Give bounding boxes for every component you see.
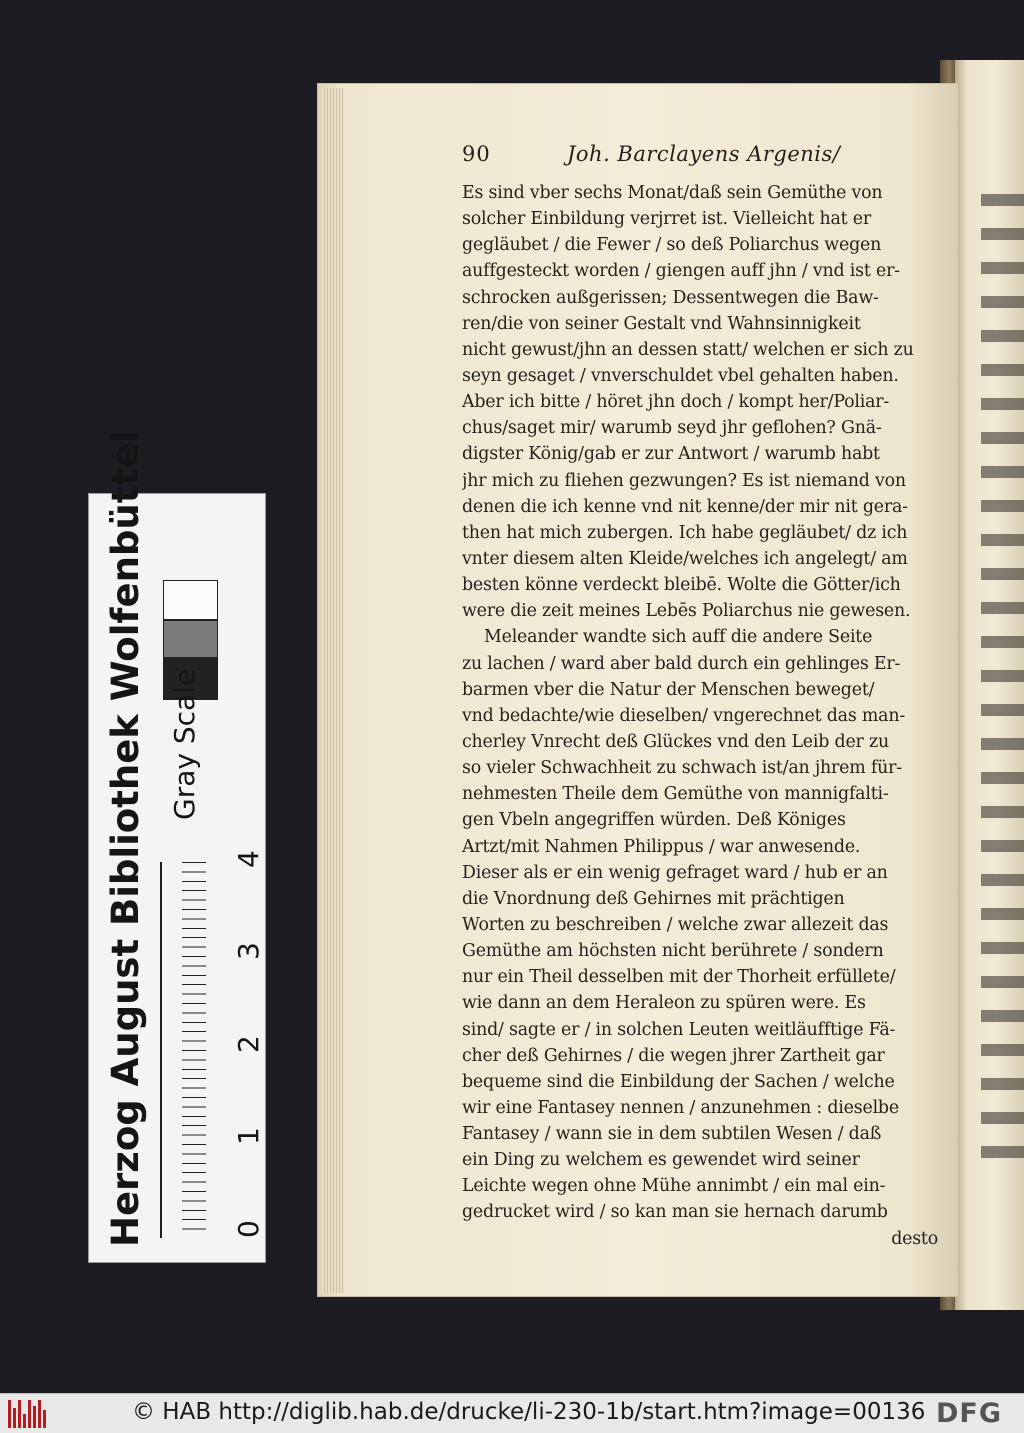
text-line: gegläubet / die Fewer / so deß Poliarchus wegen xyxy=(462,235,882,256)
text-line: Leichte wegen ohne Mühe annimbt / ein mal ein- xyxy=(462,1176,886,1197)
page-number: 90 xyxy=(462,142,491,166)
cm-label-1: 1 xyxy=(232,1127,265,1145)
cm-label-0: 0 xyxy=(232,1220,265,1238)
text-line: cherley Vnrecht deß Glückes vnd den Leib der zu xyxy=(462,731,889,752)
text-line: nicht gewust/jhn an dessen statt/ welchen er sich zu xyxy=(462,339,914,360)
text-line: schrocken außgerissen; Dessentwegen die Baw- xyxy=(462,287,879,308)
dfg-logo[interactable]: DFG xyxy=(936,1398,1003,1429)
text-line: gen Vbeln angegriffen würden. Deß Königes xyxy=(462,810,846,831)
text-line: ein Ding zu welchem es gewendet wird seiner xyxy=(462,1150,860,1171)
running-head-title: Joh. Barclayens Argenis/ xyxy=(567,142,841,166)
text-line: Dieser als er ein wenig gefraget ward / hub er an xyxy=(462,862,888,883)
gray-scale-label: Gray Scale xyxy=(168,668,201,820)
cm-label-4: 4 xyxy=(232,850,265,868)
text-line: so vieler Schwachheit zu schwach ist/an jhrem für- xyxy=(462,758,902,779)
text-line: denen die ich kenne vnd nit kenne/der mir nit gera- xyxy=(462,496,908,517)
text-line: barmen vber die Natur der Menschen beweget/ xyxy=(462,679,875,700)
text-line: bequeme sind die Einbildung der Sachen / welche xyxy=(462,1071,895,1092)
text-line: Gemüthe am höchsten nicht berührete / sondern xyxy=(462,941,884,962)
text-line: auffgesteckt worden / giengen auff jhn / vnd ist er- xyxy=(462,261,900,282)
text-line: Meleander wandte sich auff die andere Seite xyxy=(484,627,873,648)
text-line: gedrucket wird / so kan man sie hernach darumb xyxy=(462,1202,888,1223)
copyright-permalink[interactable]: © HAB http://diglib.hab.de/drucke/li-230-1b/start.htm?image=00136 xyxy=(132,1399,926,1425)
library-name-label: Herzog August Bibliothek Wolfenbüttel xyxy=(104,430,147,1247)
text-line: digster König/gab er zur Antwort / warumb habt xyxy=(462,444,880,465)
next-page-sliver xyxy=(955,60,1024,1310)
cm-label-2: 2 xyxy=(232,1035,265,1053)
text-line: chus/saget mir/ warumb seyd jhr geflohen? Gnä- xyxy=(462,418,882,439)
page-fore-edge xyxy=(322,88,344,1293)
text-line: then hat mich zubergen. Ich habe gegläubet/ dz ich xyxy=(462,522,908,543)
text-line: wir eine Fantasey nennen / anzunehmen : dieselbe xyxy=(462,1097,899,1118)
text-line: sind/ sagte er / in solchen Leuten weitläufftige Fä- xyxy=(462,1019,896,1040)
running-head xyxy=(462,140,942,176)
text-line: vnd bedachte/wie dieselben/ vngerechnet das man- xyxy=(462,705,906,726)
text-line: solcher Einbildung verjrret ist. Vielleicht hat er xyxy=(462,209,871,230)
text-line: zu lachen / ward aber bald durch ein gehlinges Er- xyxy=(462,653,901,674)
cm-label-3: 3 xyxy=(232,942,265,960)
text-line: Aber ich bitte / höret jhn doch / kompt her/Poliar- xyxy=(462,392,890,413)
text-line: wie dann an dem Heraleon zu spüren were. Es xyxy=(462,993,866,1014)
text-line: nehmesten Theile dem Gemüthe von mannigfalti- xyxy=(462,784,889,805)
text-line: ren/die von seiner Gestalt vnd Wahnsinnigkeit xyxy=(462,313,861,334)
text-line: besten könne verdeckt bleibē. Wolte die Götter/ich xyxy=(462,575,901,596)
text-line: jhr mich zu fliehen gezwungen? Es ist niemand von xyxy=(462,470,906,491)
text-line: die Vnordnung deß Gehirnes mit prächtigen xyxy=(462,888,845,909)
gray-patch-white xyxy=(163,580,218,620)
hab-logo-icon[interactable] xyxy=(8,1400,46,1428)
text-line: Fantasey / wann sie in dem subtilen Wesen / daß xyxy=(462,1124,882,1145)
text-line: vnter diesem alten Kleide/welches ich angelegt/ am xyxy=(462,548,908,569)
text-line: were die zeit meines Lebēs Poliarchus nie gewesen. xyxy=(462,601,911,622)
text-line: Artzt/mit Nahmen Philippus / war anwesende. xyxy=(462,836,861,857)
text-line: seyn gesaget / vnverschuldet vbel gehalten haben. xyxy=(462,365,899,386)
viewer-footer xyxy=(0,1393,1024,1433)
text-line: Worten zu beschreiben / welche zwar allezeit das xyxy=(462,914,889,935)
text-line: cher deß Gehirnes / die wegen jhrer Zartheit gar xyxy=(462,1045,885,1066)
text-line: nur ein Theil desselben mit der Thorheit erfüllete/ xyxy=(462,967,896,988)
page-body-text xyxy=(462,180,938,1252)
catchword: desto xyxy=(891,1228,938,1249)
text-line: Es sind vber sechs Monat/daß sein Gemüthe von xyxy=(462,183,883,203)
